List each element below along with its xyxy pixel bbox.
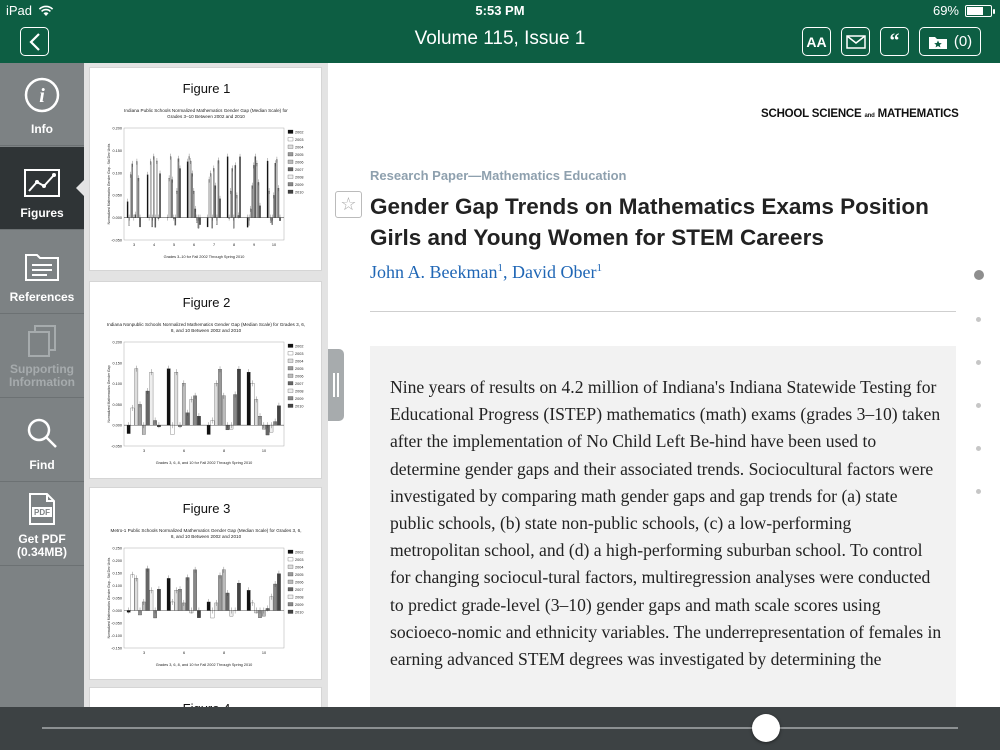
bar bbox=[131, 575, 134, 611]
legend-label: 2005 bbox=[295, 573, 304, 577]
y-tick-label: 0.200 bbox=[112, 559, 122, 563]
bar bbox=[175, 372, 178, 425]
legend-swatch bbox=[288, 603, 293, 607]
x-tick-label: 10 bbox=[271, 243, 277, 247]
bar bbox=[135, 369, 138, 426]
bar bbox=[239, 157, 240, 218]
font-size-button[interactable]: AA bbox=[802, 27, 831, 56]
issue-title: Volume 115, Issue 1 bbox=[414, 28, 586, 49]
legend-swatch bbox=[288, 558, 293, 562]
bar bbox=[255, 399, 258, 425]
legend-label: 2007 bbox=[295, 382, 304, 386]
legend-swatch bbox=[288, 168, 293, 172]
saved-articles-button[interactable] bbox=[919, 27, 981, 56]
bar bbox=[222, 570, 225, 611]
bar bbox=[215, 383, 218, 425]
section-dot[interactable] bbox=[976, 360, 981, 365]
legend-swatch bbox=[288, 580, 293, 584]
legend-label: 2010 bbox=[295, 404, 304, 409]
bar bbox=[167, 369, 170, 426]
scrubber-thumb[interactable] bbox=[752, 714, 780, 742]
y-tick-label: 0.150 bbox=[112, 148, 122, 153]
x-tick-label: 10 bbox=[261, 651, 267, 655]
chart-title: Indiana Nonpublic Schools Normalized Mathematics Gender Gap (Median Scale) for Grades 3, 6, bbox=[106, 322, 306, 327]
status-time: 5:53 PM bbox=[475, 3, 525, 18]
bar bbox=[190, 399, 193, 425]
x-tick-label: 5 bbox=[172, 243, 176, 247]
legend-label: 2002 bbox=[295, 550, 304, 555]
supporting-info-icon bbox=[27, 325, 57, 357]
legend-swatch bbox=[288, 130, 293, 134]
nav-bar bbox=[0, 20, 1000, 63]
section-dot[interactable] bbox=[976, 446, 981, 451]
sidebar-item-label: Find bbox=[29, 458, 55, 472]
legend-swatch bbox=[288, 352, 293, 356]
y-tick-label: 0.100 bbox=[112, 171, 122, 176]
legend-swatch bbox=[288, 588, 293, 592]
figure-card[interactable] bbox=[89, 67, 322, 271]
bar bbox=[150, 372, 153, 425]
bar bbox=[237, 583, 240, 610]
bar bbox=[256, 163, 257, 217]
legend-label: 2004 bbox=[295, 359, 304, 364]
legend-label: 2007 bbox=[295, 168, 304, 172]
legend-label: 2005 bbox=[295, 153, 304, 157]
y-tick-label: 0.200 bbox=[112, 126, 122, 131]
y-tick-label: -0.100 bbox=[111, 634, 122, 638]
x-axis-label: Grades 3, 6, 8, and 10 for Fall 2002 Through Spring 2010 bbox=[155, 663, 253, 667]
bar bbox=[193, 396, 196, 425]
email-button[interactable] bbox=[841, 27, 870, 56]
sidebar-item-label: Supporting Information bbox=[9, 362, 75, 389]
figure-thumbnail bbox=[94, 320, 318, 472]
bar bbox=[233, 395, 236, 426]
bar bbox=[167, 578, 170, 610]
figure-thumbnail bbox=[94, 526, 318, 674]
bar bbox=[172, 180, 173, 218]
favorite-button[interactable] bbox=[335, 191, 362, 218]
page-scrubber bbox=[0, 707, 1000, 750]
journal-name-and: and bbox=[864, 113, 875, 119]
figures-panel bbox=[84, 63, 328, 707]
bar bbox=[209, 180, 210, 218]
legend-label: 2008 bbox=[295, 595, 304, 600]
x-tick-label: 6 bbox=[182, 449, 186, 453]
legend-swatch bbox=[288, 389, 293, 393]
bar bbox=[251, 383, 254, 425]
x-axis-label: Grades 3–10 for Fall 2002 Through Spring 2010 bbox=[163, 255, 245, 259]
battery-percent: 69% bbox=[932, 3, 959, 18]
bar bbox=[132, 164, 133, 218]
bar bbox=[255, 157, 256, 218]
chart-title: Metro-1 Public Schools Normalized Mathematics Gender Gap (Median Scale) for Grades 3, 6, bbox=[110, 528, 302, 533]
legend-label: 2003 bbox=[295, 352, 304, 356]
panel-resize-handle[interactable] bbox=[328, 349, 344, 421]
bar bbox=[275, 163, 276, 217]
bar bbox=[218, 161, 219, 218]
sidebar-item-label: Get PDF (0.34MB) bbox=[16, 532, 67, 559]
y-tick-label: 0.100 bbox=[112, 382, 122, 387]
legend-label: 2007 bbox=[295, 588, 304, 592]
article-section: Research Paper—Mathematics Education bbox=[370, 168, 627, 183]
star-icon: ☆ bbox=[340, 194, 357, 214]
x-tick-label: 8 bbox=[232, 243, 236, 247]
bar bbox=[218, 369, 221, 425]
x-tick-label: 3 bbox=[142, 651, 146, 655]
y-tick-label: 0.050 bbox=[112, 193, 122, 198]
legend-label: 2005 bbox=[295, 367, 304, 371]
bar bbox=[258, 182, 259, 217]
bar bbox=[159, 174, 160, 218]
legend-swatch bbox=[288, 138, 293, 142]
legend-swatch bbox=[288, 359, 293, 363]
chart-title: 8, and 10 Between 2002 and 2010 bbox=[170, 328, 242, 333]
bar bbox=[136, 162, 137, 218]
bar bbox=[146, 391, 149, 425]
journal-name-1: SCHOOL SCIENCE bbox=[761, 108, 862, 120]
bar bbox=[267, 161, 268, 218]
author-affiliation: 1 bbox=[497, 262, 503, 274]
bar bbox=[156, 161, 157, 218]
bar bbox=[187, 162, 188, 218]
folder-star-icon bbox=[928, 34, 948, 50]
legend-label: 2004 bbox=[295, 145, 304, 150]
legend-label: 2006 bbox=[295, 160, 304, 165]
x-tick-label: 9 bbox=[252, 243, 256, 247]
bar bbox=[235, 165, 236, 217]
bar bbox=[222, 396, 225, 425]
x-tick-label: 10 bbox=[261, 449, 267, 453]
svg-text:i: i bbox=[39, 85, 45, 107]
bar bbox=[247, 590, 250, 610]
figure-title: Figure 2 bbox=[182, 295, 231, 310]
abstract-text: Nine years of results on 4.2 million of Indiana's Indiana Statewide Testing for Educational Progress (ISTEP) mathematics (math) exams (grades 3–10) taken after the implementation of No Child Left Be-hind have been used to determine gender gaps and their associated trends. Sociocultural factors were investigated by comparing math gender gaps and gap trends for (a) state public schools, (b) state non-public schools, (c) a low-performing metropolitan school, and (d) a high-performing suburban school. To control for changing sociocul-tural factors, multiregression analyses were conducted to predict grade-level (3–10) gender gaps and math scale scores using socioeco-nomic and ethnicity variables. The underrepresentation of females in earning advanced STEM degrees was investigated by determining the bbox=[390, 377, 942, 670]
x-tick-label: 6 bbox=[182, 651, 186, 655]
bar bbox=[147, 175, 148, 218]
bar bbox=[176, 191, 177, 218]
y-tick-label: 0.000 bbox=[112, 609, 122, 613]
sidebar-item-find[interactable] bbox=[0, 399, 84, 482]
bar bbox=[170, 157, 171, 218]
y-tick-label: 0.050 bbox=[112, 596, 122, 601]
bar bbox=[193, 191, 194, 218]
x-tick-label: 6 bbox=[192, 243, 196, 247]
bar bbox=[175, 590, 178, 610]
legend-label: 2002 bbox=[295, 130, 304, 135]
y-tick-label: 0.000 bbox=[112, 423, 122, 428]
y-axis-label: Normalized Mathematics Gender Gap - Std Dev Units bbox=[107, 557, 111, 639]
bar bbox=[169, 178, 170, 217]
y-tick-label: -0.050 bbox=[111, 621, 122, 626]
journal-name-2: MATHEMATICS bbox=[877, 108, 959, 120]
bar bbox=[236, 195, 237, 217]
x-tick-label: 3 bbox=[142, 449, 146, 453]
legend-label: 2008 bbox=[295, 389, 304, 394]
envelope-icon bbox=[846, 35, 866, 49]
legend-swatch bbox=[288, 367, 293, 371]
legend-label: 2002 bbox=[295, 344, 304, 349]
y-axis-label: Normalized Mathematics Gender Gap bbox=[107, 365, 111, 423]
y-tick-label: 0.000 bbox=[112, 216, 122, 221]
legend-swatch bbox=[288, 175, 293, 179]
section-dot[interactable] bbox=[976, 489, 981, 494]
legend-swatch bbox=[288, 550, 293, 554]
bar bbox=[276, 160, 277, 218]
y-tick-label: 0.200 bbox=[112, 340, 122, 345]
bar bbox=[273, 584, 276, 610]
legend-label: 2008 bbox=[295, 175, 304, 180]
bar bbox=[210, 174, 211, 218]
bar bbox=[157, 589, 160, 610]
legend-swatch bbox=[288, 190, 293, 194]
bar bbox=[218, 576, 221, 611]
status-bar bbox=[0, 0, 1000, 20]
bar bbox=[253, 165, 254, 217]
bar bbox=[150, 162, 151, 218]
legend-label: 2004 bbox=[295, 565, 304, 570]
legend-swatch bbox=[288, 404, 293, 408]
tools-sidebar bbox=[0, 63, 84, 707]
legend-label: 2006 bbox=[295, 374, 304, 379]
legend-label: 2006 bbox=[295, 580, 304, 585]
chart-title: Grades 3–10 Between 2002 and 2010 bbox=[167, 114, 245, 119]
legend-label: 2010 bbox=[295, 190, 304, 195]
article-title: Gender Gap Trends on Mathematics Exams Position Girls and Young Women for STEM Careers bbox=[370, 194, 929, 250]
abstract-box bbox=[370, 346, 956, 707]
bar bbox=[230, 191, 231, 218]
sidebar-item-label: Info bbox=[31, 122, 53, 136]
device-label: iPad bbox=[6, 3, 33, 18]
bar bbox=[178, 159, 179, 218]
legend-swatch bbox=[288, 595, 293, 599]
x-tick-label: 8 bbox=[222, 449, 226, 453]
bar bbox=[178, 589, 181, 610]
info-icon bbox=[24, 77, 60, 113]
figure-title: Figure 3 bbox=[182, 501, 231, 516]
sidebar-item-label: References bbox=[9, 290, 75, 304]
scrubber-track[interactable] bbox=[42, 727, 958, 729]
bar bbox=[277, 574, 280, 611]
x-tick-label: 7 bbox=[212, 243, 216, 247]
legend-swatch bbox=[288, 153, 293, 157]
legend-swatch bbox=[288, 382, 293, 386]
legend-label: 2010 bbox=[295, 610, 304, 615]
bar bbox=[269, 191, 270, 218]
article-view bbox=[328, 63, 1000, 707]
x-axis-label: Grades 3, 6, 8, and 10 for Fall 2002 Through Spring 2010 bbox=[155, 461, 253, 465]
y-tick-label: 0.050 bbox=[112, 402, 122, 407]
y-tick-label: -0.050 bbox=[111, 444, 122, 449]
sidebar-item-references[interactable] bbox=[0, 231, 84, 314]
x-tick-label: 8 bbox=[222, 651, 226, 655]
y-tick-label: 0.150 bbox=[112, 361, 122, 366]
legend-label: 2009 bbox=[295, 603, 304, 607]
y-tick-label: -0.050 bbox=[111, 238, 122, 243]
figures-icon bbox=[24, 169, 60, 197]
bar bbox=[150, 590, 153, 610]
x-tick-label: 3 bbox=[132, 243, 136, 247]
bar bbox=[278, 188, 279, 217]
bar bbox=[153, 157, 154, 218]
bar bbox=[213, 168, 214, 217]
author-separator: , bbox=[503, 262, 512, 282]
bar bbox=[237, 369, 240, 425]
bar bbox=[130, 175, 131, 218]
y-tick-label: 0.250 bbox=[112, 546, 122, 551]
chart-title: Indiana Public Schools Normalized Mathematics Gender Gap (Median Scale) for bbox=[124, 108, 288, 113]
figure-title: Figure 1 bbox=[182, 81, 231, 96]
pdf-icon bbox=[29, 493, 55, 525]
saved-count: (0) bbox=[953, 33, 973, 50]
svg-text:PDF: PDF bbox=[34, 508, 50, 517]
section-dot[interactable] bbox=[974, 270, 984, 280]
bar bbox=[135, 578, 138, 610]
legend-swatch bbox=[288, 565, 293, 569]
chart-title: 8, and 10 Between 2002 and 2010 bbox=[170, 534, 242, 539]
journal-logo bbox=[761, 108, 959, 120]
y-tick-label: 0.150 bbox=[112, 571, 122, 576]
bar bbox=[247, 372, 250, 425]
legend-swatch bbox=[288, 160, 293, 164]
divider bbox=[370, 311, 956, 312]
search-icon bbox=[26, 417, 58, 449]
bar bbox=[190, 161, 191, 218]
references-icon bbox=[25, 251, 59, 281]
section-dot[interactable] bbox=[976, 403, 981, 408]
figure-thumbnail bbox=[94, 106, 318, 266]
legend-label: 2009 bbox=[295, 183, 304, 187]
legend-label: 2003 bbox=[295, 558, 304, 562]
bar bbox=[232, 168, 233, 217]
sidebar-item-label: Figures bbox=[20, 206, 64, 220]
sidebar-item-get-pdf[interactable] bbox=[0, 483, 84, 566]
legend-swatch bbox=[288, 573, 293, 577]
legend-label: 2003 bbox=[295, 138, 304, 142]
bar bbox=[138, 404, 141, 425]
sidebar-item-info[interactable] bbox=[0, 63, 84, 146]
sidebar-item-figures[interactable] bbox=[0, 147, 84, 230]
legend-swatch bbox=[288, 397, 293, 401]
y-tick-label: -0.150 bbox=[111, 646, 122, 651]
bar bbox=[189, 157, 190, 218]
active-indicator bbox=[76, 180, 84, 196]
legend-swatch bbox=[288, 183, 293, 187]
bar bbox=[252, 186, 253, 218]
figure-card[interactable] bbox=[89, 281, 322, 479]
bar bbox=[186, 578, 189, 611]
author-affiliation: 1 bbox=[596, 262, 602, 274]
bar bbox=[182, 383, 185, 425]
bar bbox=[192, 174, 193, 218]
sidebar-item-supporting-information bbox=[0, 315, 84, 398]
cite-button[interactable]: “ bbox=[880, 27, 909, 56]
bar bbox=[273, 195, 274, 217]
legend-swatch bbox=[288, 610, 293, 614]
bar bbox=[138, 178, 139, 217]
bar bbox=[179, 168, 180, 217]
legend-swatch bbox=[288, 145, 293, 149]
legend-swatch bbox=[288, 344, 293, 348]
legend-swatch bbox=[288, 374, 293, 378]
x-tick-label: 4 bbox=[152, 243, 156, 247]
author-link[interactable]: John A. Beekman bbox=[370, 262, 498, 282]
figure-card[interactable] bbox=[89, 487, 322, 680]
author-link[interactable]: David Ober bbox=[512, 262, 597, 282]
battery-icon bbox=[965, 5, 992, 17]
author-list bbox=[370, 262, 602, 283]
section-dot[interactable] bbox=[976, 317, 981, 322]
legend-label: 2009 bbox=[295, 397, 304, 401]
bar bbox=[146, 569, 149, 611]
bar bbox=[227, 157, 228, 218]
bar bbox=[193, 570, 196, 611]
y-tick-label: 0.100 bbox=[112, 584, 122, 588]
bar bbox=[215, 186, 216, 218]
y-axis-label: Normalized Mathematics Gender Gap - Std Dev Units bbox=[107, 143, 111, 225]
